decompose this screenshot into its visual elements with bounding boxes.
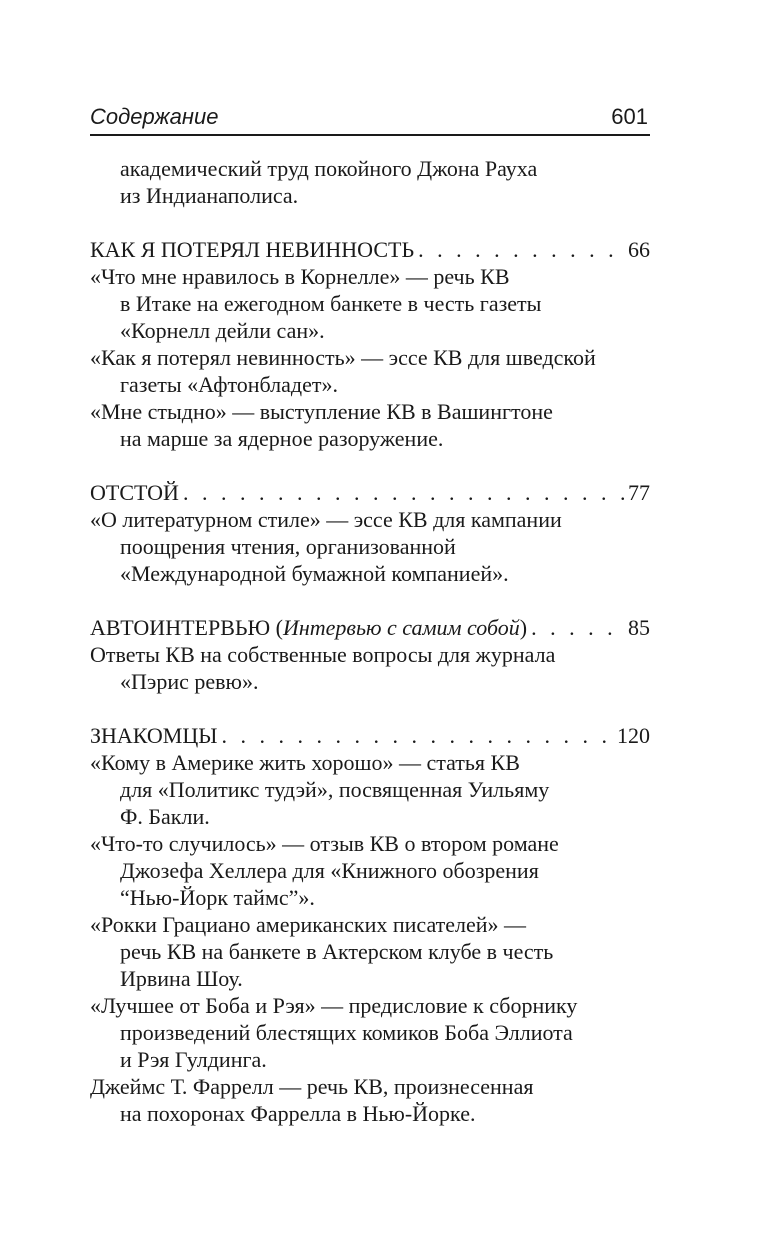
running-header — [90, 100, 650, 136]
dot-leader — [418, 236, 624, 263]
dot-leader — [531, 614, 624, 641]
toc-entry-continued: речь КВ на банкете в Актерском клубе в честь — [120, 939, 554, 964]
toc-heading-subtitle: Интервью с самим собой — [282, 615, 520, 640]
toc-heading — [90, 614, 650, 641]
toc-heading — [90, 479, 650, 506]
page-number: 601 — [611, 104, 648, 129]
toc-entry-continued: “Нью-Йорк таймс”». — [120, 885, 315, 910]
toc-entry: «Как я потерял невинность» — эссе КВ для шведской — [90, 345, 596, 370]
toc-entry-continued: Ф. Бакли. — [120, 804, 210, 829]
toc-entry-continued: Джозефа Хеллера для «Книжного обозрения — [120, 858, 539, 883]
toc-entry: «Рокки Грациано американских писателей» — — [90, 912, 527, 937]
dot-leader — [221, 722, 613, 749]
toc-entry-continued: «Пэрис ревю». — [120, 669, 259, 694]
toc-entry-continued: Ирвина Шоу. — [120, 966, 243, 991]
dot-leader — [183, 479, 624, 506]
toc-entry-continued: на марше за ядерное разоружение. — [120, 426, 444, 451]
toc-heading — [90, 722, 650, 749]
toc-entry: «О литературном стиле» — эссе КВ для кампании — [90, 507, 562, 532]
toc-entry-continued: произведений блестящих комиков Боба Эллиота — [120, 1020, 573, 1045]
toc-entry: Джеймс Т. Фаррелл — речь КВ, произнесенная — [90, 1074, 534, 1099]
toc-entry-continued: поощрения чтения, организованной — [120, 534, 456, 559]
table-of-contents — [90, 155, 650, 1127]
toc-entry: «Кому в Америке жить хорошо» — статья КВ — [90, 750, 520, 775]
toc-heading-title: АВТОИНТЕРВЬЮ (Интервью с самим собой) — [90, 615, 528, 640]
toc-page-ref: 85 — [628, 615, 650, 640]
toc-heading-title: КАК Я ПОТЕРЯЛ НЕВИННОСТЬ — [90, 237, 415, 262]
continuation-line: из Индианаполиса. — [120, 183, 299, 208]
toc-entry-continued: для «Политикс тудэй», посвященная Уильяму — [120, 777, 550, 802]
toc-page-ref: 120 — [617, 723, 650, 748]
toc-entry-continued: и Рэя Гулдинга. — [120, 1047, 267, 1072]
toc-heading — [90, 236, 650, 263]
toc-heading-title: ОТСТОЙ — [90, 480, 179, 505]
toc-entry: «Что-то случилось» — отзыв КВ о втором романе — [90, 831, 559, 856]
toc-entry-continued: «Корнелл дейли сан». — [120, 318, 325, 343]
toc-page-ref: 66 — [628, 237, 650, 262]
toc-entry-continued: «Международной бумажной компанией». — [120, 561, 509, 586]
toc-entry-continued: на похоронах Фаррелла в Нью-Йорке. — [120, 1101, 476, 1126]
toc-entry: Ответы КВ на собственные вопросы для журнала — [90, 642, 556, 667]
running-title: Содержание — [90, 104, 219, 129]
toc-entry: «Мне стыдно» — выступление КВ в Вашингтоне — [90, 399, 553, 424]
toc-heading-title: ЗНАКОМЦЫ — [90, 723, 218, 748]
toc-entry: «Что мне нравилось в Корнелле» — речь КВ — [90, 264, 510, 289]
continuation-line: академический труд покойного Джона Рауха — [120, 156, 538, 181]
toc-entry-continued: в Итаке на ежегодном банкете в честь газеты — [120, 291, 542, 316]
toc-entry: «Лучшее от Боба и Рэя» — предисловие к сборнику — [90, 993, 578, 1018]
toc-entry-continued: газеты «Афтонбладет». — [120, 372, 339, 397]
toc-page-ref: 77 — [628, 480, 650, 505]
